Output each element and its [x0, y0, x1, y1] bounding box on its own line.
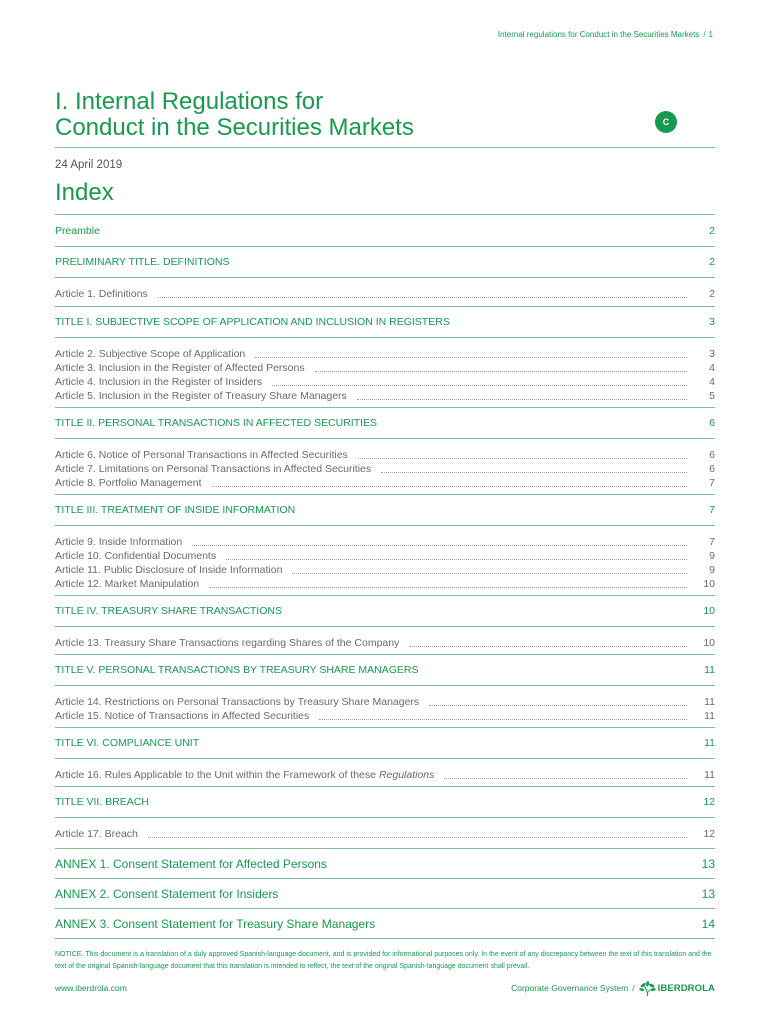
toc-entry-label: Article 2. Subjective Scope of Application [55, 348, 246, 360]
toc-entry-label: ANNEX 3. Consent Statement for Treasury Share Managers [55, 916, 376, 931]
title-line-1: I. Internal Regulations for [55, 88, 324, 115]
toc-entry-label [55, 768, 434, 782]
header-separator: / [703, 30, 706, 39]
toc-entry-preamble[interactable] [55, 214, 715, 246]
toc-entry-page: 13 [701, 886, 715, 901]
toc-entry-preliminary-title[interactable] [55, 246, 715, 277]
toc-entry-title-6[interactable] [55, 727, 715, 758]
toc-entry-label: Article 6. Notice of Personal Transactions in Affected Securities [55, 449, 348, 461]
toc-entry-article-9[interactable] [55, 535, 715, 549]
toc-entry-page: 3 [709, 348, 715, 360]
toc-entry-label-italic: Regulations [378, 769, 435, 781]
toc-entry-label: Article 14. Restrictions on Personal Transactions by Treasury Share Managers [55, 696, 420, 708]
toc-entry-label: TITLE IV. TREASURY SHARE TRANSACTIONS [55, 605, 282, 617]
dot-leader [319, 719, 687, 720]
toc-entry-article-12[interactable] [55, 577, 715, 591]
toc-article-group [55, 525, 715, 595]
toc-entry-title-1[interactable] [55, 306, 715, 337]
toc-entry-page: 3 [709, 316, 715, 328]
toc-entry-label: Article 3. Inclusion in the Register of Affected Persons [55, 362, 305, 374]
toc-entry-title-2[interactable] [55, 407, 715, 438]
toc-entry-annex-1[interactable] [55, 848, 715, 878]
toc-article-group [55, 758, 715, 786]
toc-entry-label: Article 10. Confidential Documents [55, 550, 217, 562]
toc-entry-article-13[interactable] [55, 636, 715, 650]
toc-entry-page: 10 [703, 637, 715, 649]
toc-article-group [55, 337, 715, 407]
toc-entry-article-1[interactable] [55, 287, 715, 301]
toc-entry-article-17[interactable] [55, 827, 715, 841]
toc-entry-page: 11 [704, 696, 715, 708]
toc-entry-page: 2 [709, 224, 715, 237]
toc-entry-label: Article 13. Treasury Share Transactions regarding Shares of the Company [55, 637, 400, 649]
index-heading: Index [55, 179, 114, 206]
page-footer [55, 981, 715, 995]
dot-leader [272, 385, 687, 386]
toc-entry-label: TITLE VII. BREACH [55, 796, 149, 808]
website-link[interactable]: www.iberdrola.com [55, 983, 127, 993]
toc-entry-page: 5 [709, 390, 715, 402]
toc-entry-page: 12 [703, 828, 715, 840]
iberdrola-tree-icon [639, 981, 656, 996]
toc-entry-page: 6 [709, 463, 715, 475]
document-date: 24 April 2019 [55, 159, 123, 171]
running-title: Internal regulations for Conduct in the Securities Markets [497, 30, 700, 39]
dot-leader [192, 545, 687, 546]
toc-entry-label: Article 12. Market Manipulation [55, 578, 200, 590]
translation-notice: NOTICE. This document is a translation of a duly approved Spanish-language document, and is provided for informational purposes only. In the event of any discrepancy between the text of this translation and the text of the original Spanish-language document that this translation is intended to reflect, the text of the original Spanish-language document shall prevail. [55, 951, 712, 970]
toc-entry-page: 4 [709, 362, 715, 374]
dot-leader [158, 297, 687, 298]
toc-entry-page: 2 [709, 288, 715, 300]
dot-leader [381, 472, 687, 473]
toc-article-group [55, 277, 715, 306]
toc-entry-page: 10 [703, 605, 715, 617]
toc-entry-title-3[interactable] [55, 494, 715, 525]
dot-leader [226, 559, 687, 560]
dot-leader [358, 458, 687, 459]
toc-entry-page: 7 [709, 536, 715, 548]
dot-leader [315, 371, 687, 372]
toc-entry-label: Article 5. Inclusion in the Register of Treasury Share Managers [55, 390, 347, 402]
toc-entry-page: 11 [704, 769, 715, 781]
document-title [55, 89, 414, 141]
toc-entry-article-15[interactable] [55, 709, 715, 723]
toc-entry-label: TITLE VI. COMPLIANCE UNIT [55, 737, 200, 749]
toc-entry-page: 7 [709, 477, 715, 489]
toc-entry-label: Article 9. Inside Information [55, 536, 183, 548]
toc-entry-label: Article 1. Definitions [55, 288, 148, 300]
toc-entry-annex-3[interactable] [55, 908, 715, 939]
toc-entry-article-6[interactable] [55, 448, 715, 462]
dot-leader [209, 587, 687, 588]
footer-separator: / [632, 983, 635, 993]
dot-leader [409, 646, 687, 647]
toc-article-group [55, 438, 715, 494]
toc-entry-page: 2 [709, 256, 715, 268]
toc-article-group [55, 685, 715, 727]
toc-entry-title-4[interactable] [55, 595, 715, 626]
dot-leader [255, 357, 687, 358]
section-letter-badge: C [655, 111, 677, 133]
toc-entry-article-8[interactable] [55, 476, 715, 490]
toc-article-group [55, 817, 715, 848]
toc-entry-article-5[interactable] [55, 389, 715, 403]
toc-entry-page: 6 [709, 417, 715, 429]
toc-entry-label-text: Article 16. Rules Applicable to the Unit within the Framework of these [55, 769, 376, 781]
toc-entry-label: Article 11. Public Disclosure of Inside Information [55, 564, 283, 576]
toc-entry-article-2[interactable] [55, 347, 715, 361]
toc-entry-label: ANNEX 1. Consent Statement for Affected Persons [55, 856, 327, 871]
toc-entry-label: TITLE I. SUBJECTIVE SCOPE OF APPLICATION AND INCLUSION IN REGISTERS [55, 316, 450, 328]
toc-entry-article-4[interactable] [55, 375, 715, 389]
toc-entry-label: Article 4. Inclusion in the Register of Insiders [55, 376, 263, 388]
toc-entry-label: TITLE III. TREATMENT OF INSIDE INFORMATION [55, 504, 296, 516]
toc-entry-article-7[interactable] [55, 462, 715, 476]
toc-entry-page: 13 [701, 856, 715, 871]
toc-entry-article-16[interactable] [55, 768, 715, 782]
toc-entry-article-11[interactable] [55, 563, 715, 577]
toc-entry-page: 11 [704, 664, 715, 676]
dot-leader [148, 837, 687, 838]
iberdrola-logo-text: IBERDROLA [657, 982, 715, 994]
toc-entry-label: TITLE II. PERSONAL TRANSACTIONS IN AFFECTED SECURITIES [55, 417, 378, 429]
toc-entry-label: Article 7. Limitations on Personal Transactions in Affected Securities [55, 463, 372, 475]
title-divider [55, 147, 715, 148]
toc-article-group [55, 626, 715, 654]
toc-entry-article-3[interactable] [55, 361, 715, 375]
table-of-contents [55, 214, 715, 939]
toc-entry-page: 9 [709, 550, 715, 562]
dot-leader [292, 573, 687, 574]
footer-system-label: Corporate Governance System [511, 983, 629, 993]
toc-entry-label: Preamble [55, 224, 100, 237]
dot-leader [444, 778, 687, 779]
toc-entry-label: PRELIMINARY TITLE. DEFINITIONS [55, 256, 230, 268]
footer-brand [511, 981, 715, 996]
toc-entry-title-7[interactable] [55, 786, 715, 817]
toc-entry-label: ANNEX 2. Consent Statement for Insiders [55, 886, 279, 901]
toc-entry-page: 12 [703, 796, 715, 808]
toc-entry-page: 14 [701, 916, 715, 931]
toc-entry-title-5[interactable] [55, 654, 715, 685]
dot-leader [212, 486, 688, 487]
toc-entry-page: 9 [709, 564, 715, 576]
toc-entry-article-10[interactable] [55, 549, 715, 563]
dot-leader [429, 705, 687, 706]
toc-entry-page: 10 [703, 578, 715, 590]
toc-entry-label: Article 15. Notice of Transactions in Affected Securities [55, 710, 310, 722]
toc-entry-label: Article 17. Breach [55, 828, 138, 840]
running-header [498, 29, 713, 41]
toc-entry-annex-2[interactable] [55, 878, 715, 908]
toc-entry-page: 11 [704, 737, 715, 749]
toc-entry-page: 4 [709, 376, 715, 388]
toc-entry-page: 7 [709, 504, 715, 516]
title-line-2: Conduct in the Securities Markets [55, 114, 414, 141]
toc-entry-page: 6 [709, 449, 715, 461]
toc-entry-label: Article 8. Portfolio Management [55, 477, 202, 489]
toc-entry-label: TITLE V. PERSONAL TRANSACTIONS BY TREASURY SHARE MANAGERS [55, 664, 419, 676]
toc-entry-article-14[interactable] [55, 695, 715, 709]
toc-entry-page: 11 [704, 710, 715, 722]
dot-leader [357, 399, 687, 400]
page-number: 1 [708, 30, 713, 39]
